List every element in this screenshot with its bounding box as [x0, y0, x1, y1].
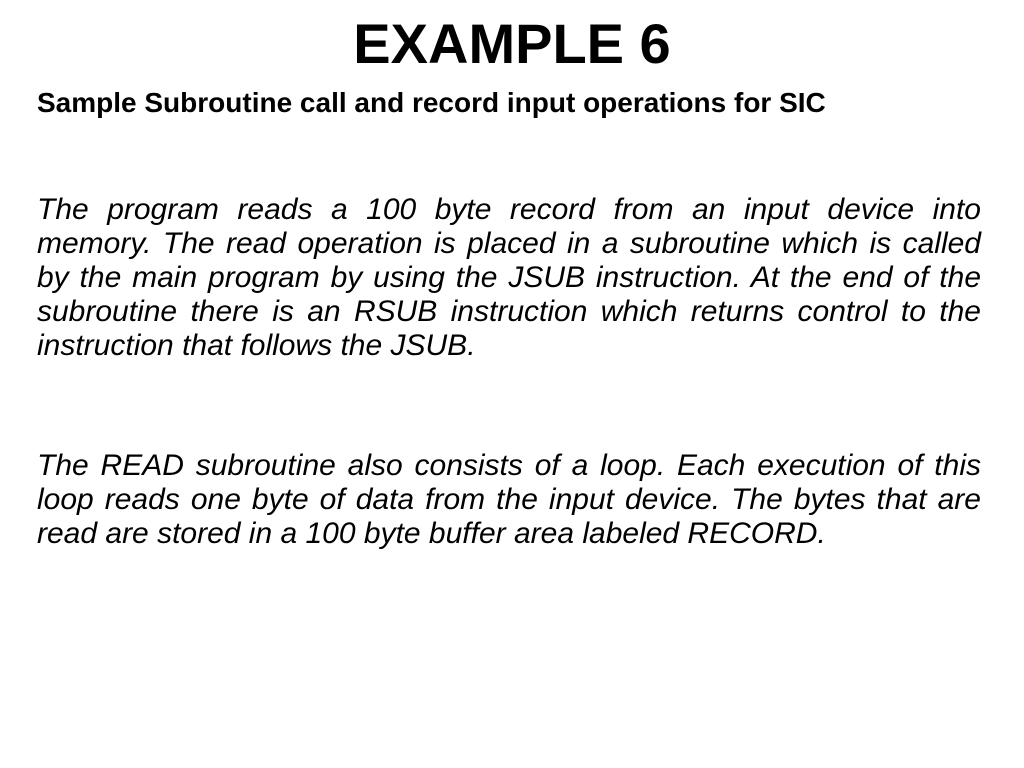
paragraph-program-description: The program reads a 100 byte record from an input device into memory. The read operation is placed in a subroutine which is called by the main program by using the JSUB instruction. At the end of the subroutine there is an RSUB instruction which returns control to the instruction that follows the JSUB. — [37, 193, 981, 362]
slide-subtitle: Sample Subroutine call and record input operations for SIC — [37, 87, 826, 118]
paragraph-read-subroutine: The READ subroutine also consists of a loop. Each execution of this loop reads one byte of data from the input device. The bytes that are read are stored in a 100 byte buffer area labeled RECORD. — [37, 449, 981, 550]
slide-title: EXAMPLE 6 — [353, 12, 671, 75]
